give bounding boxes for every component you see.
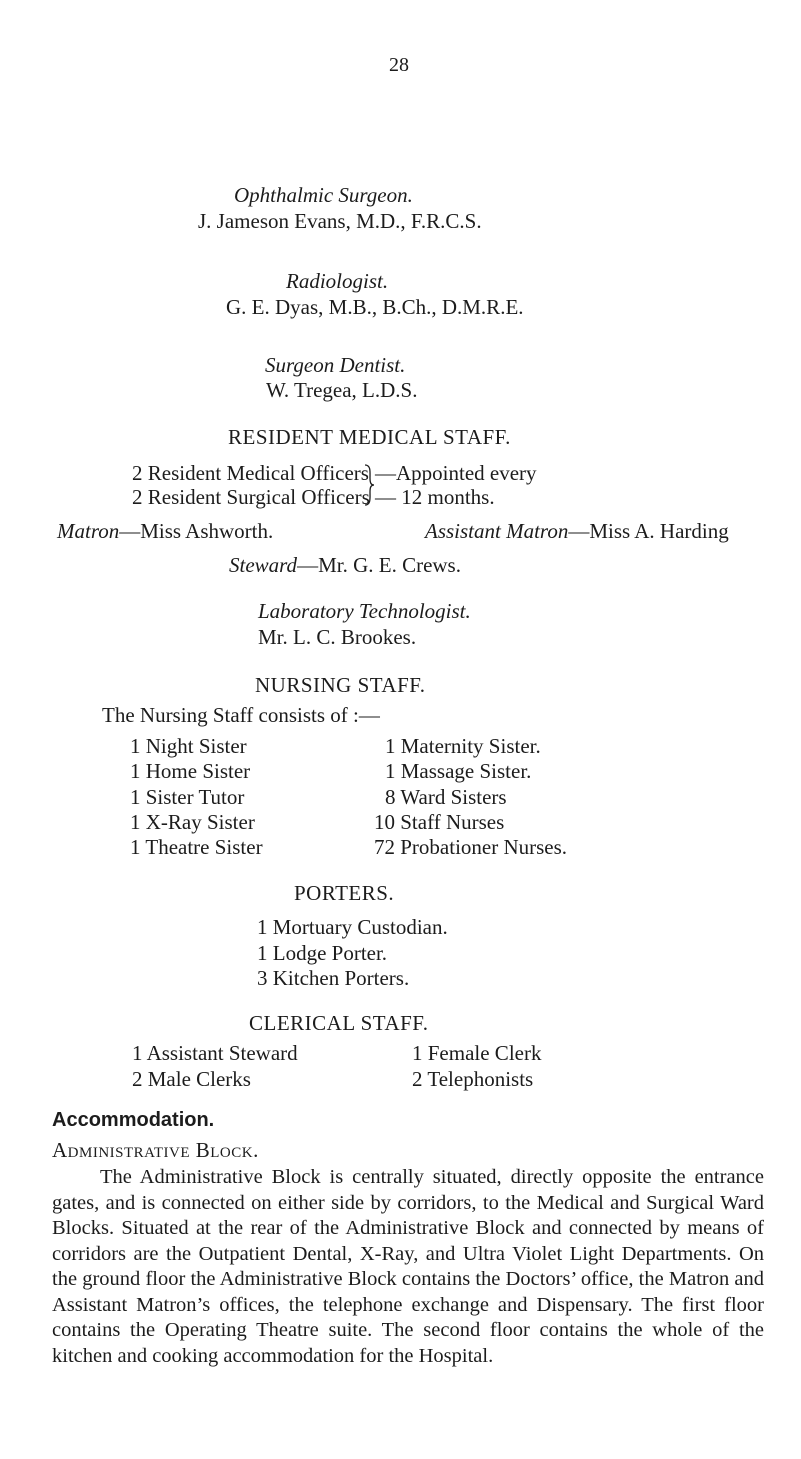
nursing-left-3: 1 Sister Tutor — [130, 785, 245, 809]
administrative-block-paragraph: The Administrative Block is centrally situated, directly opposite the entrance gates, and is connected on either side by corridors, to the Medical and Surgical Ward Blocks. Situated at the rear of the Administrative Block and connected by means of corridors are the Outpatient Dental, X-Ray, and Ultra Violet Light Departments. On the ground floor the Administrative Block contains the Doctors’ office, the Matron and Assistant Matron’s offices, the telephone exchange and Dispensary. The first floor contains the Operating Theatre suite. The second floor contains the whole of the kitchen and cooking accommodation for the Hospital. — [52, 1166, 764, 1367]
nursing-left-1: 1 Night Sister — [130, 734, 247, 758]
matron-line — [57, 518, 273, 544]
resident-heading: RESIDENT MEDICAL STAFF. — [228, 425, 511, 449]
resident-note-1: —Appointed every — [375, 461, 537, 485]
porter-item-3: 3 Kitchen Porters. — [257, 966, 410, 990]
assistant-matron-line — [425, 518, 729, 544]
nursing-right-4: 10 Staff Nurses — [374, 810, 505, 834]
administrative-block-heading: Administrative Block. — [52, 1138, 259, 1162]
resident-line-1: 2 Resident Medical Officers — [132, 461, 369, 485]
ophthalmic-name: J. Jameson Evans, M.D., F.R.C.S. — [198, 209, 482, 233]
ophthalmic-title: Ophthalmic Surgeon. — [234, 183, 413, 207]
porter-item-1: 1 Mortuary Custodian. — [257, 915, 448, 939]
porters-heading: PORTERS. — [294, 881, 395, 905]
dentist-name: W. Tregea, L.D.S. — [266, 378, 418, 402]
dentist-title: Surgeon Dentist. — [265, 353, 406, 377]
assistant-matron-value: —Miss A. Harding — [568, 519, 729, 543]
nursing-left-5: 1 Theatre Sister — [130, 835, 263, 859]
nursing-left-2: 1 Home Sister — [130, 759, 251, 783]
lab-title: Laboratory Technologist. — [258, 599, 471, 623]
steward-line — [229, 552, 461, 578]
nursing-intro: The Nursing Staff consists of :— — [102, 703, 380, 727]
steward-value: —Mr. G. E. Crews. — [297, 553, 461, 577]
assistant-matron-label: Assistant Matron — [425, 519, 569, 543]
nursing-right-5: 72 Probationer Nurses. — [374, 835, 568, 859]
lab-name: Mr. L. C. Brookes. — [258, 625, 417, 649]
radiologist-name: G. E. Dyas, M.B., B.Ch., D.M.R.E. — [226, 295, 524, 319]
nursing-right-3: 8 Ward Sisters — [385, 785, 507, 809]
steward-label: Steward — [229, 553, 298, 577]
clerical-left-1: 1 Assistant Steward — [132, 1041, 298, 1065]
nursing-right-1: 1 Maternity Sister. — [385, 734, 541, 758]
nursing-right-2: 1 Massage Sister. — [385, 759, 532, 783]
curly-brace-icon — [363, 464, 375, 506]
clerical-heading: CLERICAL STAFF. — [249, 1011, 429, 1035]
porter-item-2: 1 Lodge Porter. — [257, 941, 388, 965]
matron-label: Matron — [57, 519, 120, 543]
clerical-right-1: 1 Female Clerk — [412, 1041, 542, 1065]
accommodation-heading: Accommodation. — [52, 1109, 215, 1131]
clerical-right-2: 2 Telephonists — [412, 1067, 534, 1091]
nursing-heading: NURSING STAFF. — [255, 673, 426, 697]
resident-line-2: 2 Resident Surgical Officers — [132, 485, 370, 509]
radiologist-title: Radiologist. — [286, 269, 389, 293]
resident-note-2: — 12 months. — [375, 485, 495, 509]
matron-value: —Miss Ashworth. — [119, 519, 274, 543]
nursing-left-4: 1 X-Ray Sister — [130, 810, 255, 834]
page-number: 28 — [389, 54, 409, 76]
clerical-left-2: 2 Male Clerks — [132, 1067, 251, 1091]
